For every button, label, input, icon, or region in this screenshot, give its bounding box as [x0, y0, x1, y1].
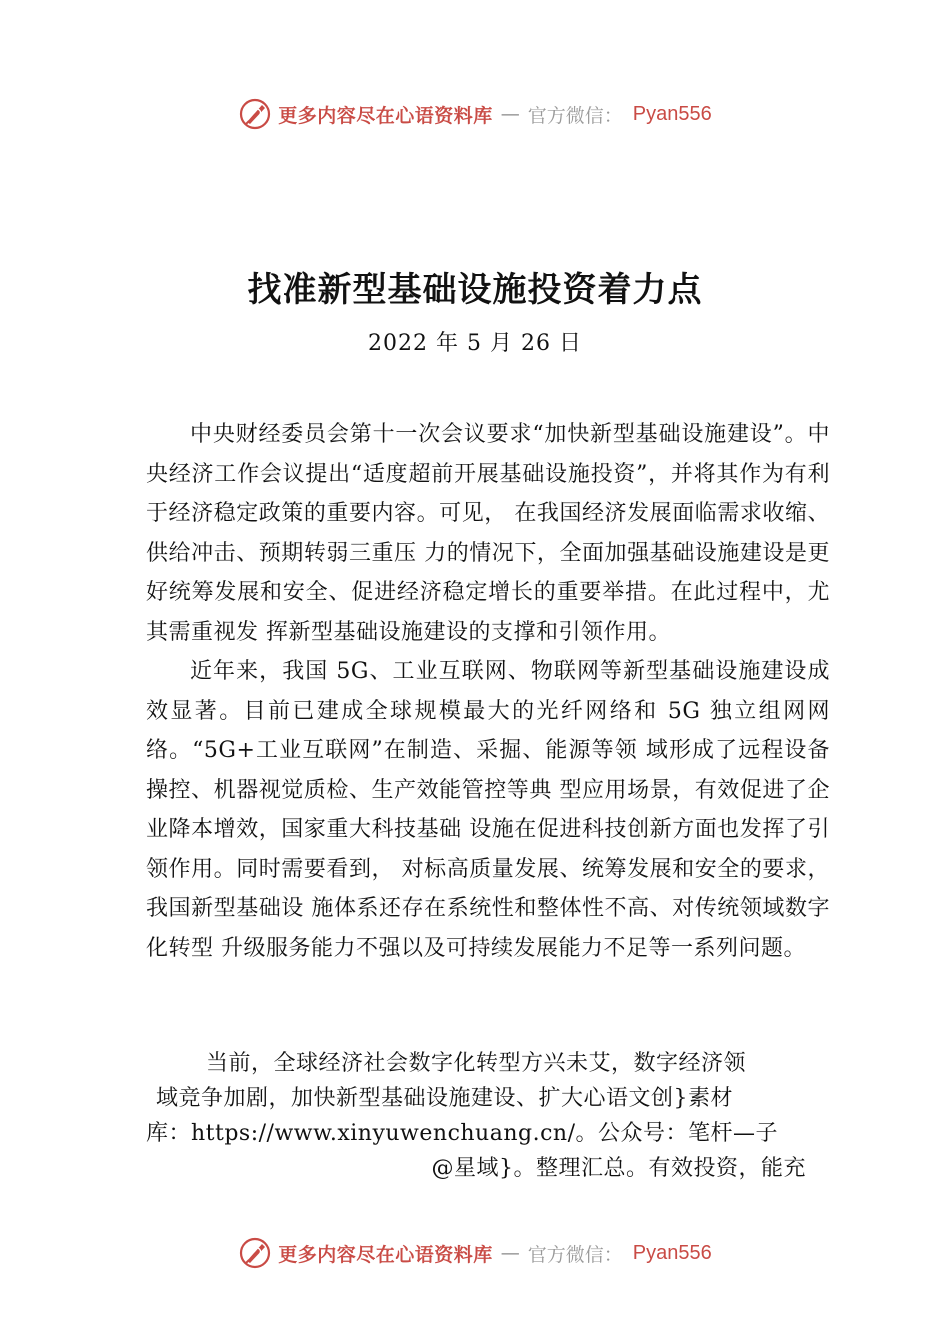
- paragraph: 近年来，我国 5G、工业互联网、物联网等新型基础设施建设成效显著。目前已建成全球规模最大的光纤网络和 5G 独立组网网络。“5G+工业互联网”在制造、采掘、能源等领 域形成了远程设备操控、机器视觉质检、生产效能管控等典 型应用场景，有效促进了企业降本增效，国家重大科技基础 设施在促进科技创新方面也发挥了引领作用。同时需要看到， 对标高质量发展、统筹发展和安全的要求，我国新型基础设 施体系还存在系统性和整体性不高、对传统领域数字化转型 升级服务能力不强以及可持续发展能力不足等一系列问题。: [146, 659, 830, 961]
- paragraph: 中央财经委员会第十一次会议要求“加快新型基础设施建设”。中央经济工作会议提出“适度超前开展基础设施投资”，并将其作为有利于经济稳定政策的重要内容。可见， 在我国经济发展面临需求收缩、供给冲击、预期转弱三重压 力的情况下，全面加强基础设施建设是更好统筹发展和安全、促进经济稳定增长的重要举措。在此过程中，尤其需重视发 挥新型基础设施建设的支撑和引领作用。: [146, 422, 830, 645]
- article-tail: [146, 1049, 806, 1189]
- banner-dash: —: [500, 1242, 520, 1264]
- banner-dash: —: [500, 103, 520, 125]
- tail-line: 当前，全球经济社会数字化转型方兴未艾，数字经济领: [206, 1051, 747, 1076]
- banner-wechat-label: 官方微信：: [527, 1243, 623, 1266]
- tail-line: 域竞争加剧，加快新型基础设施建设、扩大心语文创}素材: [156, 1086, 733, 1111]
- banner-label: 更多内容尽在心语资料库: [278, 104, 493, 127]
- tail-line: 库：https://www.xinyuwenchuang.cn/。公众号：笔杆—子: [146, 1121, 778, 1146]
- header-banner: [0, 94, 950, 134]
- tail-line: @星域}。整理汇总。有效投资，能充: [431, 1156, 806, 1181]
- quill-pen-logo-icon: [238, 1236, 272, 1270]
- publish-date: 2022 年 5 月 26 日: [368, 331, 582, 356]
- page-title: 找准新型基础设施投资着力点: [247, 270, 703, 310]
- banner-account: Pyan556: [632, 1241, 712, 1264]
- banner-account: Pyan556: [632, 102, 712, 125]
- quill-pen-logo-icon: [238, 97, 272, 131]
- article-body: [146, 415, 830, 968]
- banner-wechat-label: 官方微信：: [527, 104, 623, 127]
- footer-banner: [0, 1233, 950, 1273]
- banner-label: 更多内容尽在心语资料库: [278, 1243, 493, 1266]
